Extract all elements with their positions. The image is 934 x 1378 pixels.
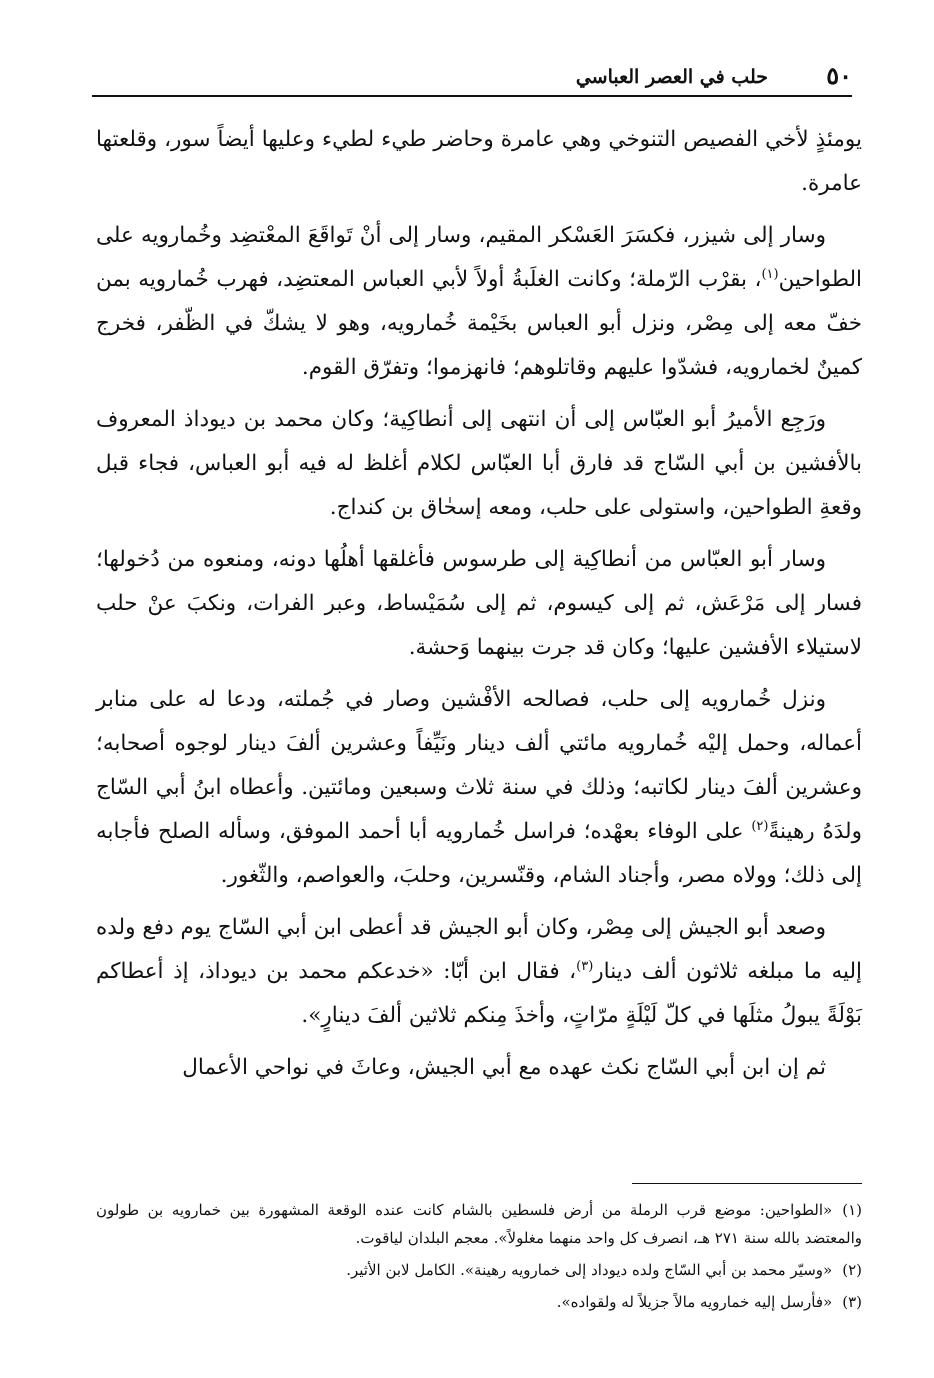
paragraph-text: ورَجِع الأميرُ أبو العبّاس إلى أن انتهى إلى أنطاكِية؛ وكان محمد بن ديوداذ المعروف بالأفشين بن أبي السّاج قد فارق أبا العبّاس لكلام أغلظ له فيه أبو العباس، فجاء قبل وقعةِ الطواحين، واستولى على حلب، ومعه إسحٰاق بن كنداج. bbox=[96, 407, 862, 520]
paragraph bbox=[96, 906, 862, 1038]
paragraph-text: ، بقرْب الرّملة؛ وكانت الغلَبةُ أولاً لأبي العباس المعتضِد، فهرب خُمارويه بمن خفّ معه إلى مِصْر، ونزل أبو العباس بخَيْمة خُمارويه، وهو لا يشكّ في الظّفر، فخرج كمينٌ لخمارويه، فشدّوا عليهم وقاتلوهم؛ فانهزموا؛ وتفرّق القوم. bbox=[96, 267, 862, 380]
footnote-text: «الطواحين: موضع قرب الرملة من أرض فلسطين بالشام كانت عنده الوقعة المشهورة بين خمارويه بن طولون والمعتضد بالله سنة ٢٧١ هـ، انصرف كل واحد منهما مغلولاً». معجم البلدان لياقوت. bbox=[96, 1201, 862, 1247]
paragraph bbox=[96, 398, 862, 530]
paragraph bbox=[96, 1046, 862, 1090]
paragraph-text: وسار أبو العبّاس من أنطاكِية إلى طرسوس فأغلقها أهلُها دونه، ومنعوه من دُخولها؛ فسار إلى مَرْعَش، ثم إلى كيسوم، ثم إلى سُمَيْساط، وعبر الفرات، ونكبَ عنْ حلب لاستيلاء الأفشين عليها؛ وكان قد جرت بينهما وَحشة. bbox=[96, 547, 862, 660]
paragraph-text: ثم إن ابن أبي السّاج نكث عهده مع أبي الجيش، وعاثَ في نواحي الأعمال bbox=[182, 1055, 826, 1080]
footnote-number: (٢) bbox=[842, 1261, 862, 1279]
running-title: حلب في العصر العباسي bbox=[575, 66, 768, 88]
footnote-rule bbox=[632, 1183, 862, 1184]
paragraph-text: يومئذٍ لأخي الفصيص التنوخي وهي عامرة وحاضر طيء لطيء وعليها أيضاً سور، وقلعتها عامرة. bbox=[96, 127, 862, 196]
paragraph-text: وصعد أبو الجيش إلى مِصْر، وكان أبو الجيش قد أعطى ابن أبي السّاج يوم دفع ولده إليه ما مبلغه ثلاثون ألف دينار bbox=[96, 915, 862, 984]
footnote-text: «فأرسل إليه خمارويه مالاً جزيلاً له ولقواده». bbox=[556, 1293, 833, 1311]
paragraph bbox=[96, 214, 862, 390]
paragraph-text: ونزل خُمارويه إلى حلب، فصالحه الأفْشين وصار في جُملته، ودعا له على منابر أعماله، وحمل إليْه خُمارويه مائتي ألف دينار ونَيِّفاً وعشرين ألفَ دينار لوجوه أصحابه؛ وعشرين ألفَ دينار لكاتبه؛ وذلك في سنة ثلاث وسبعين ومائتين. وأعطاه ابنُ أبي السّاج ولدَهُ رهينةً bbox=[96, 687, 862, 844]
paragraph-text: على الوفاء بعهْده؛ فراسل خُمارويه أبا أحمد الموفق، وسأله الصلح فأجابه إلى ذلك؛ وولاه مصر، وأجناد الشام، وقنّسرين، وحلبَ، والعواصم، والثّغور. bbox=[96, 819, 862, 888]
footnotes bbox=[96, 1196, 862, 1320]
footnote-text: «وسيّر محمد بن أبي السّاج ولده ديوداد إلى خمارويه رهينة». الكامل لابن الأثير. bbox=[346, 1261, 833, 1279]
paragraph bbox=[96, 678, 862, 898]
paragraph bbox=[96, 538, 862, 670]
header-rule bbox=[92, 95, 852, 97]
page-number: ٥٠ bbox=[826, 61, 852, 90]
footnote bbox=[96, 1196, 862, 1252]
footnote bbox=[96, 1288, 862, 1316]
main-text bbox=[96, 118, 862, 1098]
paragraph bbox=[96, 118, 862, 206]
footnote bbox=[96, 1256, 862, 1284]
footnote-number: (١) bbox=[842, 1201, 862, 1219]
footnote-reference: (١) bbox=[761, 266, 779, 282]
footnote-reference: (٣) bbox=[576, 958, 594, 974]
paragraph-text: ، فقال ابن أبّا: «خدعكم محمد بن ديوداذ، إذ أعطاكم بَوْلَةً يبولُ مثلَها في كلّ لَيْلَةٍ مرّاتٍ، وأخذَ مِنكم ثلاثين ألفَ دينارٍ». bbox=[96, 959, 862, 1028]
footnote-reference: (٢) bbox=[751, 818, 769, 834]
running-header bbox=[92, 62, 852, 102]
paragraph-text: وسار إلى شيزر، فكسَرَ العَسْكر المقيم، وسار إلى أنْ تَواقَعَ المعْتضِد وخُمارويه على الطواحين bbox=[96, 223, 862, 292]
footnote-number: (٣) bbox=[842, 1293, 862, 1311]
